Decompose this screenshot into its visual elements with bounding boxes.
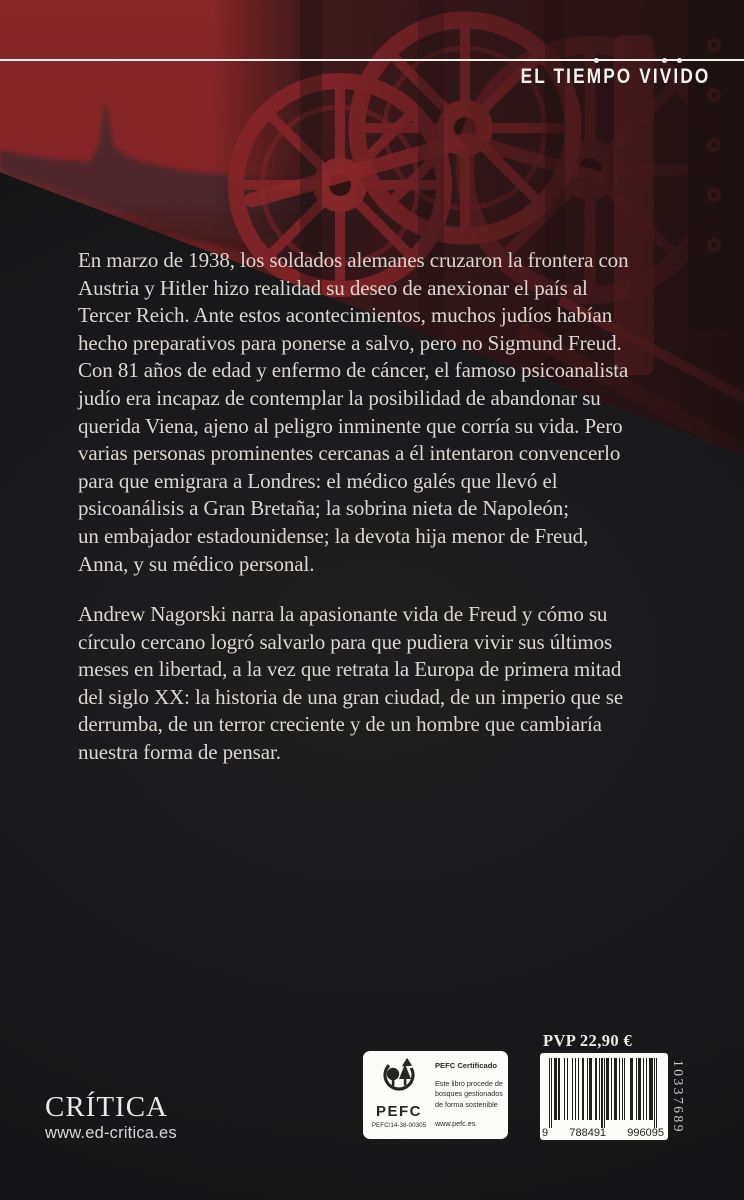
pefc-description bbox=[435, 1079, 504, 1110]
text-line: judío era incapaz de contemplar la posibilidad de abandonar su bbox=[78, 385, 601, 410]
pefc-certificate bbox=[363, 1051, 508, 1139]
text-line: psicoanálisis a Gran Bretaña; la sobrina nieta de Napoleón; bbox=[78, 496, 569, 521]
synopsis-paragraph-2 bbox=[78, 601, 678, 767]
dot-icon bbox=[677, 58, 682, 63]
pefc-title: PEFC Certificado bbox=[434, 1061, 497, 1070]
collection-title: EL TIEMPO VIVIDO bbox=[520, 65, 710, 88]
isbn-digit-group: 788491 bbox=[569, 1127, 607, 1139]
text-line: Este libro procede de bbox=[434, 1079, 503, 1088]
price-label: PVP bbox=[543, 1031, 576, 1050]
publisher-website: www.ed-critica.es bbox=[45, 1124, 177, 1142]
text-line: para que emigrara a Londres: el médico galés que llevó el bbox=[78, 468, 558, 493]
synopsis-paragraph-1 bbox=[78, 247, 678, 578]
pefc-wordmark: PEFC bbox=[375, 1103, 422, 1120]
header-rule bbox=[0, 59, 744, 61]
dot-icon bbox=[594, 58, 599, 63]
barcode-side-number: 10337689 bbox=[671, 1060, 686, 1134]
isbn-digit-group: 996095 bbox=[627, 1127, 664, 1139]
text-line: del siglo XX: la historia de una gran ciudad, de un imperio que se bbox=[78, 684, 624, 709]
pefc-logo-icon bbox=[378, 1058, 420, 1103]
text-line: varias personas prominentes cercanas a él intentaron convencerlo bbox=[78, 441, 621, 466]
barcode bbox=[540, 1053, 668, 1140]
publisher-logo: CRÍTICA bbox=[45, 1091, 168, 1123]
text-line: En marzo de 1938, los soldados alemanes cruzaron la frontera con bbox=[78, 248, 629, 272]
text-line: Austria y Hitler hizo realidad su deseo de anexionar el país al bbox=[78, 275, 588, 300]
text-line: Andrew Nagorski narra la apasionante vida de Freud y cómo su bbox=[78, 602, 608, 626]
dot-icon bbox=[662, 58, 667, 63]
price-amount: 22,90 € bbox=[579, 1031, 633, 1050]
text-line: Tercer Reich. Ante estos acontecimientos, muchos judíos habían bbox=[78, 303, 613, 328]
price bbox=[543, 1031, 632, 1051]
pefc-website: www.pefc.es bbox=[434, 1119, 476, 1129]
text-line: nuestra forma de pensar. bbox=[78, 739, 281, 764]
text-line: querida Viena, ajeno al peligro inminente que corría su vida. Pero bbox=[78, 413, 623, 438]
text-line: hecho preparativos para ponerse a salvo, pero no Sigmund Freud. bbox=[78, 330, 622, 355]
text-line: Con 81 años de edad y enfermo de cáncer, el famoso psicoanalista bbox=[78, 358, 629, 383]
text-line: círculo cercano logró salvarlo para que pudiera vivir sus últimos bbox=[78, 629, 613, 654]
text-line: un embajador estadounidense; la devota hija menor de Freud, bbox=[78, 523, 589, 548]
barcode-bars bbox=[549, 1058, 657, 1128]
barcode-digits bbox=[542, 1127, 664, 1139]
text-line: Anna, y su médico personal. bbox=[78, 551, 315, 576]
pefc-cert-code: PEFC/14-38-00305 bbox=[371, 1122, 427, 1129]
text-line: bosques gestionados bbox=[434, 1089, 503, 1099]
text-line: de forma sostenible bbox=[434, 1099, 498, 1109]
text-line: derrumba, de un terror creciente y de un hombre que cambiaría bbox=[78, 712, 602, 737]
isbn-digit-group: 9 bbox=[542, 1127, 549, 1139]
text-line: meses en libertad, a la vez que retrata la Europa de primera mitad bbox=[78, 657, 622, 682]
